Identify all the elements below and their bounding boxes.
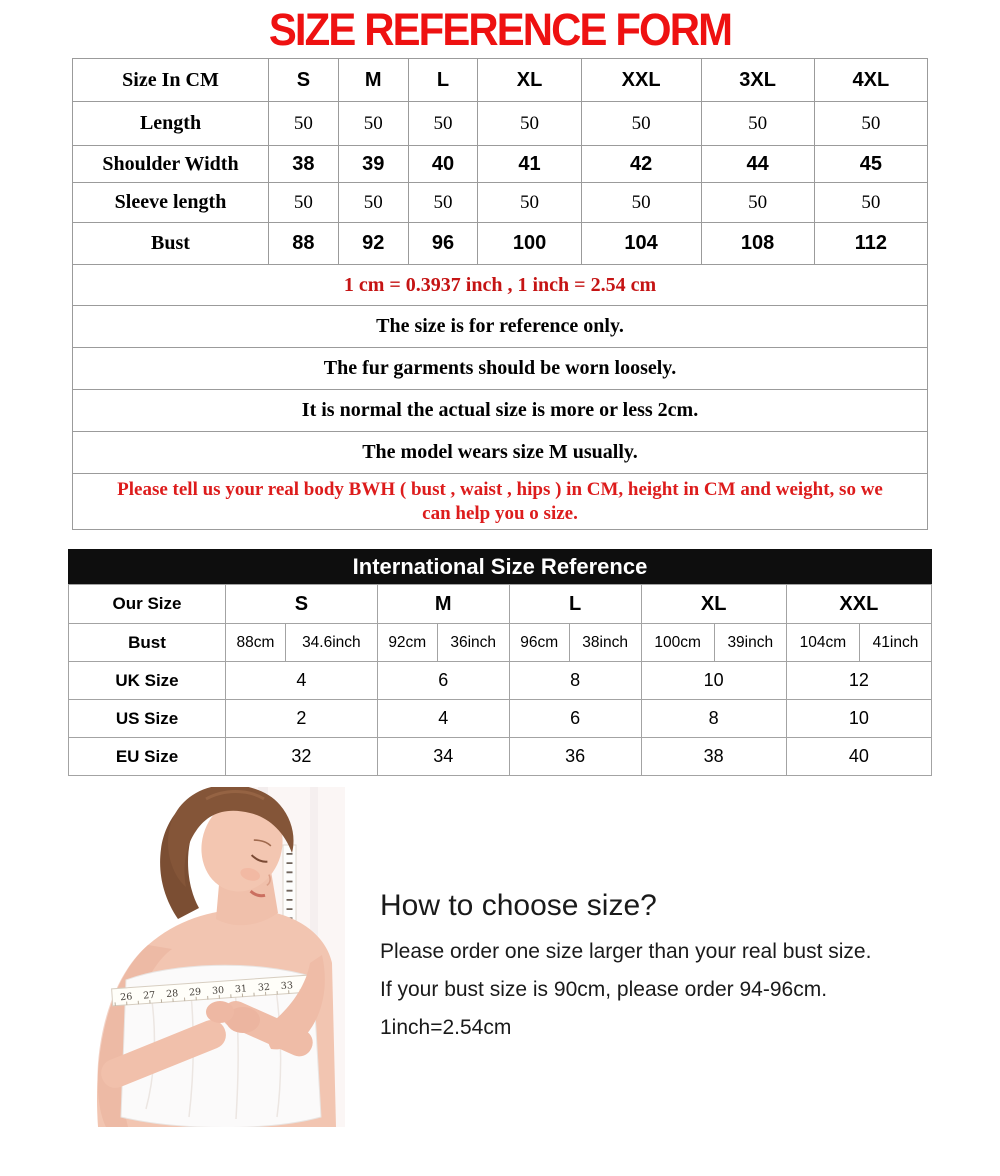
international-size-header-bar: International Size Reference xyxy=(68,549,932,584)
page-title: SIZE REFERENCE FORM xyxy=(268,4,732,55)
table-row-bust xyxy=(73,223,928,265)
row-label: Bust xyxy=(73,223,269,265)
row-label: UK Size xyxy=(69,662,226,700)
bwh-request-note xyxy=(73,474,928,530)
tape-number: 28 xyxy=(165,988,179,1001)
bust-cell: 36inch xyxy=(437,624,509,662)
eu-size-cell: 36 xyxy=(509,738,641,776)
how-to-choose-section xyxy=(0,787,1000,1127)
bust-cell: 92cm xyxy=(377,624,437,662)
eu-size-cell: 40 xyxy=(786,738,931,776)
table-row-note xyxy=(73,306,928,348)
size-cell: 41 xyxy=(478,146,581,183)
uk-size-cell: 12 xyxy=(786,662,931,700)
intl-header-row xyxy=(69,585,932,624)
size-cell: 50 xyxy=(814,183,927,223)
size-col-l: L xyxy=(408,59,478,102)
size-col-xxl: XXL xyxy=(581,59,701,102)
size-cell: 39 xyxy=(338,146,408,183)
table-row-shoulder-width xyxy=(73,146,928,183)
bust-cell: 39inch xyxy=(714,624,786,662)
intl-size-m: M xyxy=(377,585,509,624)
size-cell: 50 xyxy=(269,183,339,223)
size-cell: 50 xyxy=(581,183,701,223)
tape-number: 32 xyxy=(257,981,271,994)
us-size-cell: 4 xyxy=(377,700,509,738)
size-cell: 100 xyxy=(478,223,581,265)
size-table-corner-header: Size In CM xyxy=(73,59,269,102)
intl-size-l: L xyxy=(509,585,641,624)
bust-cell: 96cm xyxy=(509,624,569,662)
note-text: The fur garments should be worn loosely. xyxy=(73,348,928,390)
table-row-sleeve-length xyxy=(73,183,928,223)
size-cell: 50 xyxy=(701,102,814,146)
row-label: Length xyxy=(73,102,269,146)
howto-line: If your bust size is 90cm, please order 94-96cm. xyxy=(380,978,828,1002)
size-cell: 50 xyxy=(814,102,927,146)
note-text: The size is for reference only. xyxy=(73,306,928,348)
us-size-cell: 6 xyxy=(509,700,641,738)
size-cell: 50 xyxy=(408,102,478,146)
row-label: US Size xyxy=(69,700,226,738)
row-label: EU Size xyxy=(69,738,226,776)
intl-size-xl: XL xyxy=(641,585,786,624)
size-cell: 104 xyxy=(581,223,701,265)
intl-size-s: S xyxy=(226,585,378,624)
eu-size-cell: 32 xyxy=(226,738,378,776)
size-cell: 50 xyxy=(581,102,701,146)
cm-inch-conversion-note: 1 cm = 0.3937 inch , 1 inch = 2.54 cm xyxy=(73,265,928,306)
intl-row-us xyxy=(69,700,932,738)
howto-heading: How to choose size? xyxy=(380,889,657,922)
size-table xyxy=(72,58,928,530)
intl-size-xxl: XXL xyxy=(786,585,931,624)
table-row-length xyxy=(73,102,928,146)
intl-row-uk xyxy=(69,662,932,700)
bust-cell: 104cm xyxy=(786,624,859,662)
how-to-choose-text xyxy=(380,889,871,1055)
size-cell: 38 xyxy=(269,146,339,183)
size-cell: 88 xyxy=(269,223,339,265)
bwh-note-line1: Please tell us your real body BWH ( bust , waist , hips ) in CM, height in CM and weight, so we xyxy=(117,478,883,500)
size-cell: 50 xyxy=(338,102,408,146)
bust-cell: 38inch xyxy=(569,624,641,662)
uk-size-cell: 6 xyxy=(377,662,509,700)
size-table-header-row xyxy=(73,59,928,102)
uk-size-cell: 10 xyxy=(641,662,786,700)
tape-number: 26 xyxy=(119,991,133,1004)
size-cell: 92 xyxy=(338,223,408,265)
bust-cell: 41inch xyxy=(859,624,931,662)
us-size-cell: 10 xyxy=(786,700,931,738)
row-label: Bust xyxy=(69,624,226,662)
eu-size-cell: 38 xyxy=(641,738,786,776)
howto-line: 1inch=2.54cm xyxy=(380,1016,512,1040)
uk-size-cell: 8 xyxy=(509,662,641,700)
size-col-m: M xyxy=(338,59,408,102)
size-cell: 40 xyxy=(408,146,478,183)
size-cell: 50 xyxy=(269,102,339,146)
uk-size-cell: 4 xyxy=(226,662,378,700)
intl-row-eu xyxy=(69,738,932,776)
size-col-xl: XL xyxy=(478,59,581,102)
size-cell: 44 xyxy=(701,146,814,183)
table-row-note xyxy=(73,348,928,390)
note-text: The model wears size M usually. xyxy=(73,432,928,474)
bust-cell: 88cm xyxy=(226,624,286,662)
table-row-red-note xyxy=(73,474,928,530)
bust-measuring-photo xyxy=(70,787,345,1127)
size-cell: 108 xyxy=(701,223,814,265)
tape-number: 27 xyxy=(142,989,156,1002)
bwh-note-line2: can help you o size. xyxy=(422,502,578,524)
size-cell: 50 xyxy=(478,102,581,146)
tape-number: 33 xyxy=(280,980,294,993)
size-cell: 42 xyxy=(581,146,701,183)
table-row-conversion xyxy=(73,265,928,306)
tape-number: 30 xyxy=(211,985,225,997)
row-label: Shoulder Width xyxy=(73,146,269,183)
table-row-note xyxy=(73,390,928,432)
size-cell: 112 xyxy=(814,223,927,265)
size-cell: 96 xyxy=(408,223,478,265)
eu-size-cell: 34 xyxy=(377,738,509,776)
size-col-s: S xyxy=(269,59,339,102)
right-hand xyxy=(206,1001,234,1023)
us-size-cell: 2 xyxy=(226,700,378,738)
size-cell: 50 xyxy=(701,183,814,223)
row-label: Sleeve length xyxy=(73,183,269,223)
size-cell: 50 xyxy=(478,183,581,223)
intl-corner-header: Our Size xyxy=(69,585,226,624)
size-col-4xl: 4XL xyxy=(814,59,927,102)
size-cell: 50 xyxy=(338,183,408,223)
size-cell: 45 xyxy=(814,146,927,183)
size-cell: 50 xyxy=(408,183,478,223)
howto-line: Please order one size larger than your real bust size. xyxy=(380,940,872,963)
international-size-table xyxy=(68,584,932,776)
intl-row-bust xyxy=(69,624,932,662)
us-size-cell: 8 xyxy=(641,700,786,738)
tape-number: 29 xyxy=(188,986,202,999)
bust-cell: 100cm xyxy=(641,624,714,662)
note-text: It is normal the actual size is more or less 2cm. xyxy=(73,390,928,432)
table-row-note xyxy=(73,432,928,474)
size-col-3xl: 3XL xyxy=(701,59,814,102)
tape-number: 31 xyxy=(234,983,248,996)
bust-cell: 34.6inch xyxy=(285,624,377,662)
